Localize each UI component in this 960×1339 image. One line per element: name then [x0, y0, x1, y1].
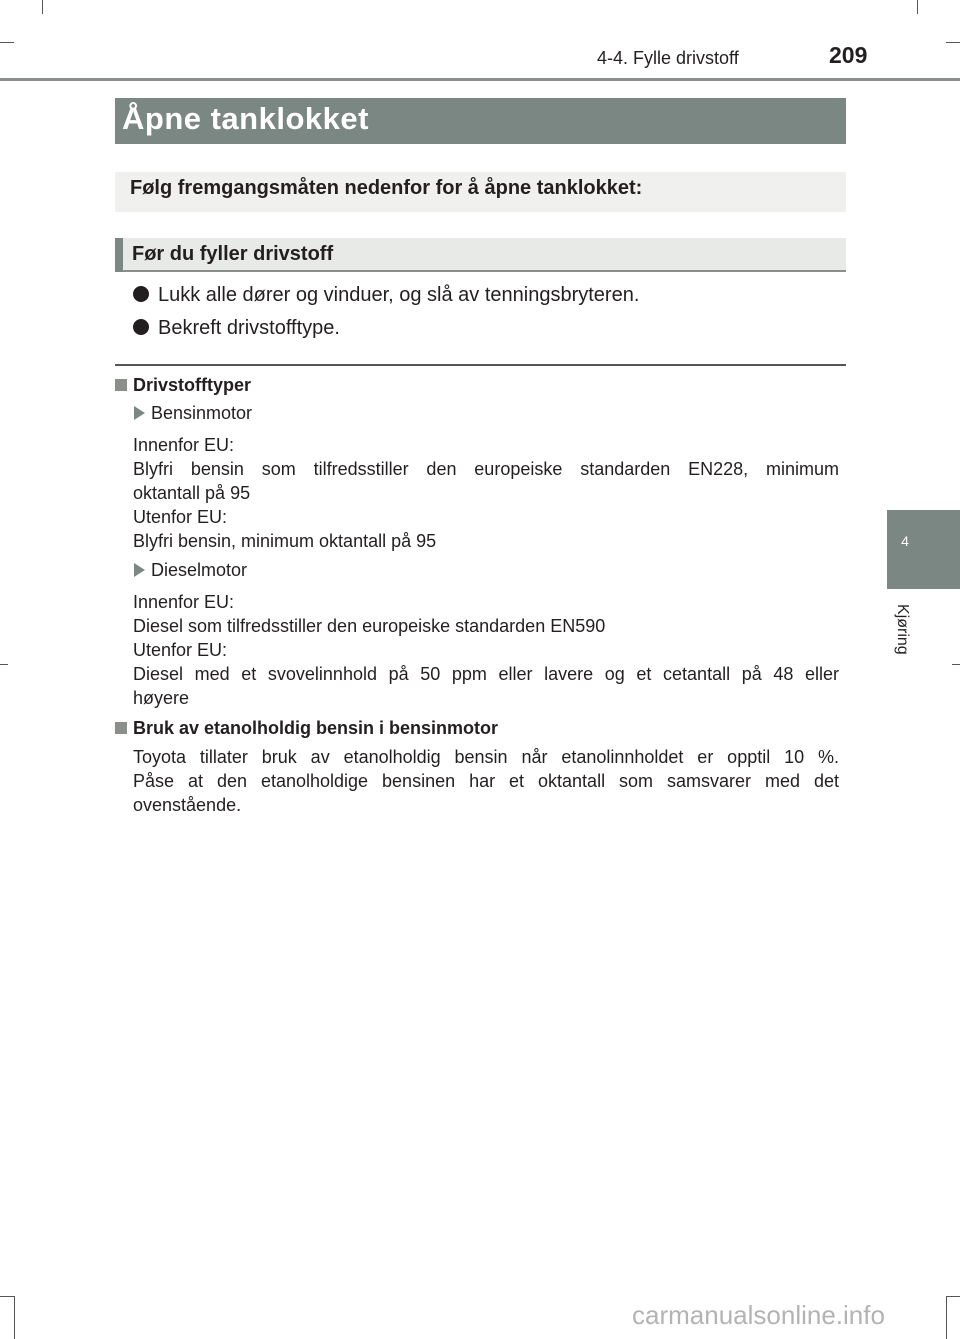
subheading-accent [115, 238, 123, 272]
crop-mark [946, 1296, 947, 1339]
sub-item: Bensinmotor [134, 403, 252, 424]
chapter-tab-number: 4 [901, 533, 909, 549]
chapter-tab-label: Kjøring [894, 604, 911, 655]
triangle-bullet-icon [134, 563, 145, 577]
intro-text: Følg fremgangsmåten nedenfor for å åpne tanklokket: [130, 177, 643, 199]
crop-mark [0, 664, 8, 665]
chapter-tab [887, 510, 960, 589]
ethanol-text: Toyota tillater bruk av etanolholdig bensin når etanolinnholdet er opptil 10 %. Påse at den etanolholdige bensinen har et oktantall som samsvarer med det ovenstående. [133, 747, 839, 815]
running-header-section: 4-4. Fylle drivstoff [597, 48, 739, 68]
crop-mark [0, 1296, 14, 1297]
triangle-bullet-icon [134, 406, 145, 420]
bullet-text: Lukk alle dører og vinduer, og slå av tenningsbryteren. [158, 284, 640, 306]
watermark: carmanualsonline.info [632, 1300, 885, 1330]
bullet-dot-icon [133, 286, 149, 302]
bullet-text: Bekreft drivstofftype. [158, 317, 340, 339]
diesel-text: Innenfor EU: Diesel som tilfredsstiller den europeiske standarden EN590 Utenfor EU: Diesel med et svovelinnhold på 50 ppm eller lavere og et cetantall på 48 eller høyere [133, 592, 839, 708]
crop-mark [0, 42, 14, 43]
crop-mark [952, 664, 960, 665]
crop-mark [946, 1296, 960, 1297]
crop-mark [42, 0, 43, 14]
page-number: 209 [829, 42, 868, 68]
section-divider [115, 364, 846, 366]
note-heading: Drivstofftyper [115, 375, 251, 396]
header-rule [0, 78, 960, 81]
bullet-item [133, 284, 833, 307]
petrol-text: Innenfor EU: Blyfri bensin som tilfredsstiller den europeiske standarden EN228, minimum oktantall på 95 Utenfor EU: Blyfri bensin, minimum oktantall på 95 [133, 435, 839, 551]
sub-item: Dieselmotor [134, 560, 247, 581]
square-bullet-icon [115, 722, 127, 734]
bullet-item [133, 317, 833, 340]
square-bullet-icon [115, 379, 127, 391]
page-title: Åpne tanklokket [122, 101, 369, 136]
subheading: Før du fyller drivstoff [132, 243, 334, 265]
note-heading: Bruk av etanolholdig bensin i bensinmotor [115, 718, 498, 739]
crop-mark [14, 1296, 15, 1339]
bullet-dot-icon [133, 319, 149, 335]
crop-mark [917, 0, 918, 14]
crop-mark [946, 42, 960, 43]
